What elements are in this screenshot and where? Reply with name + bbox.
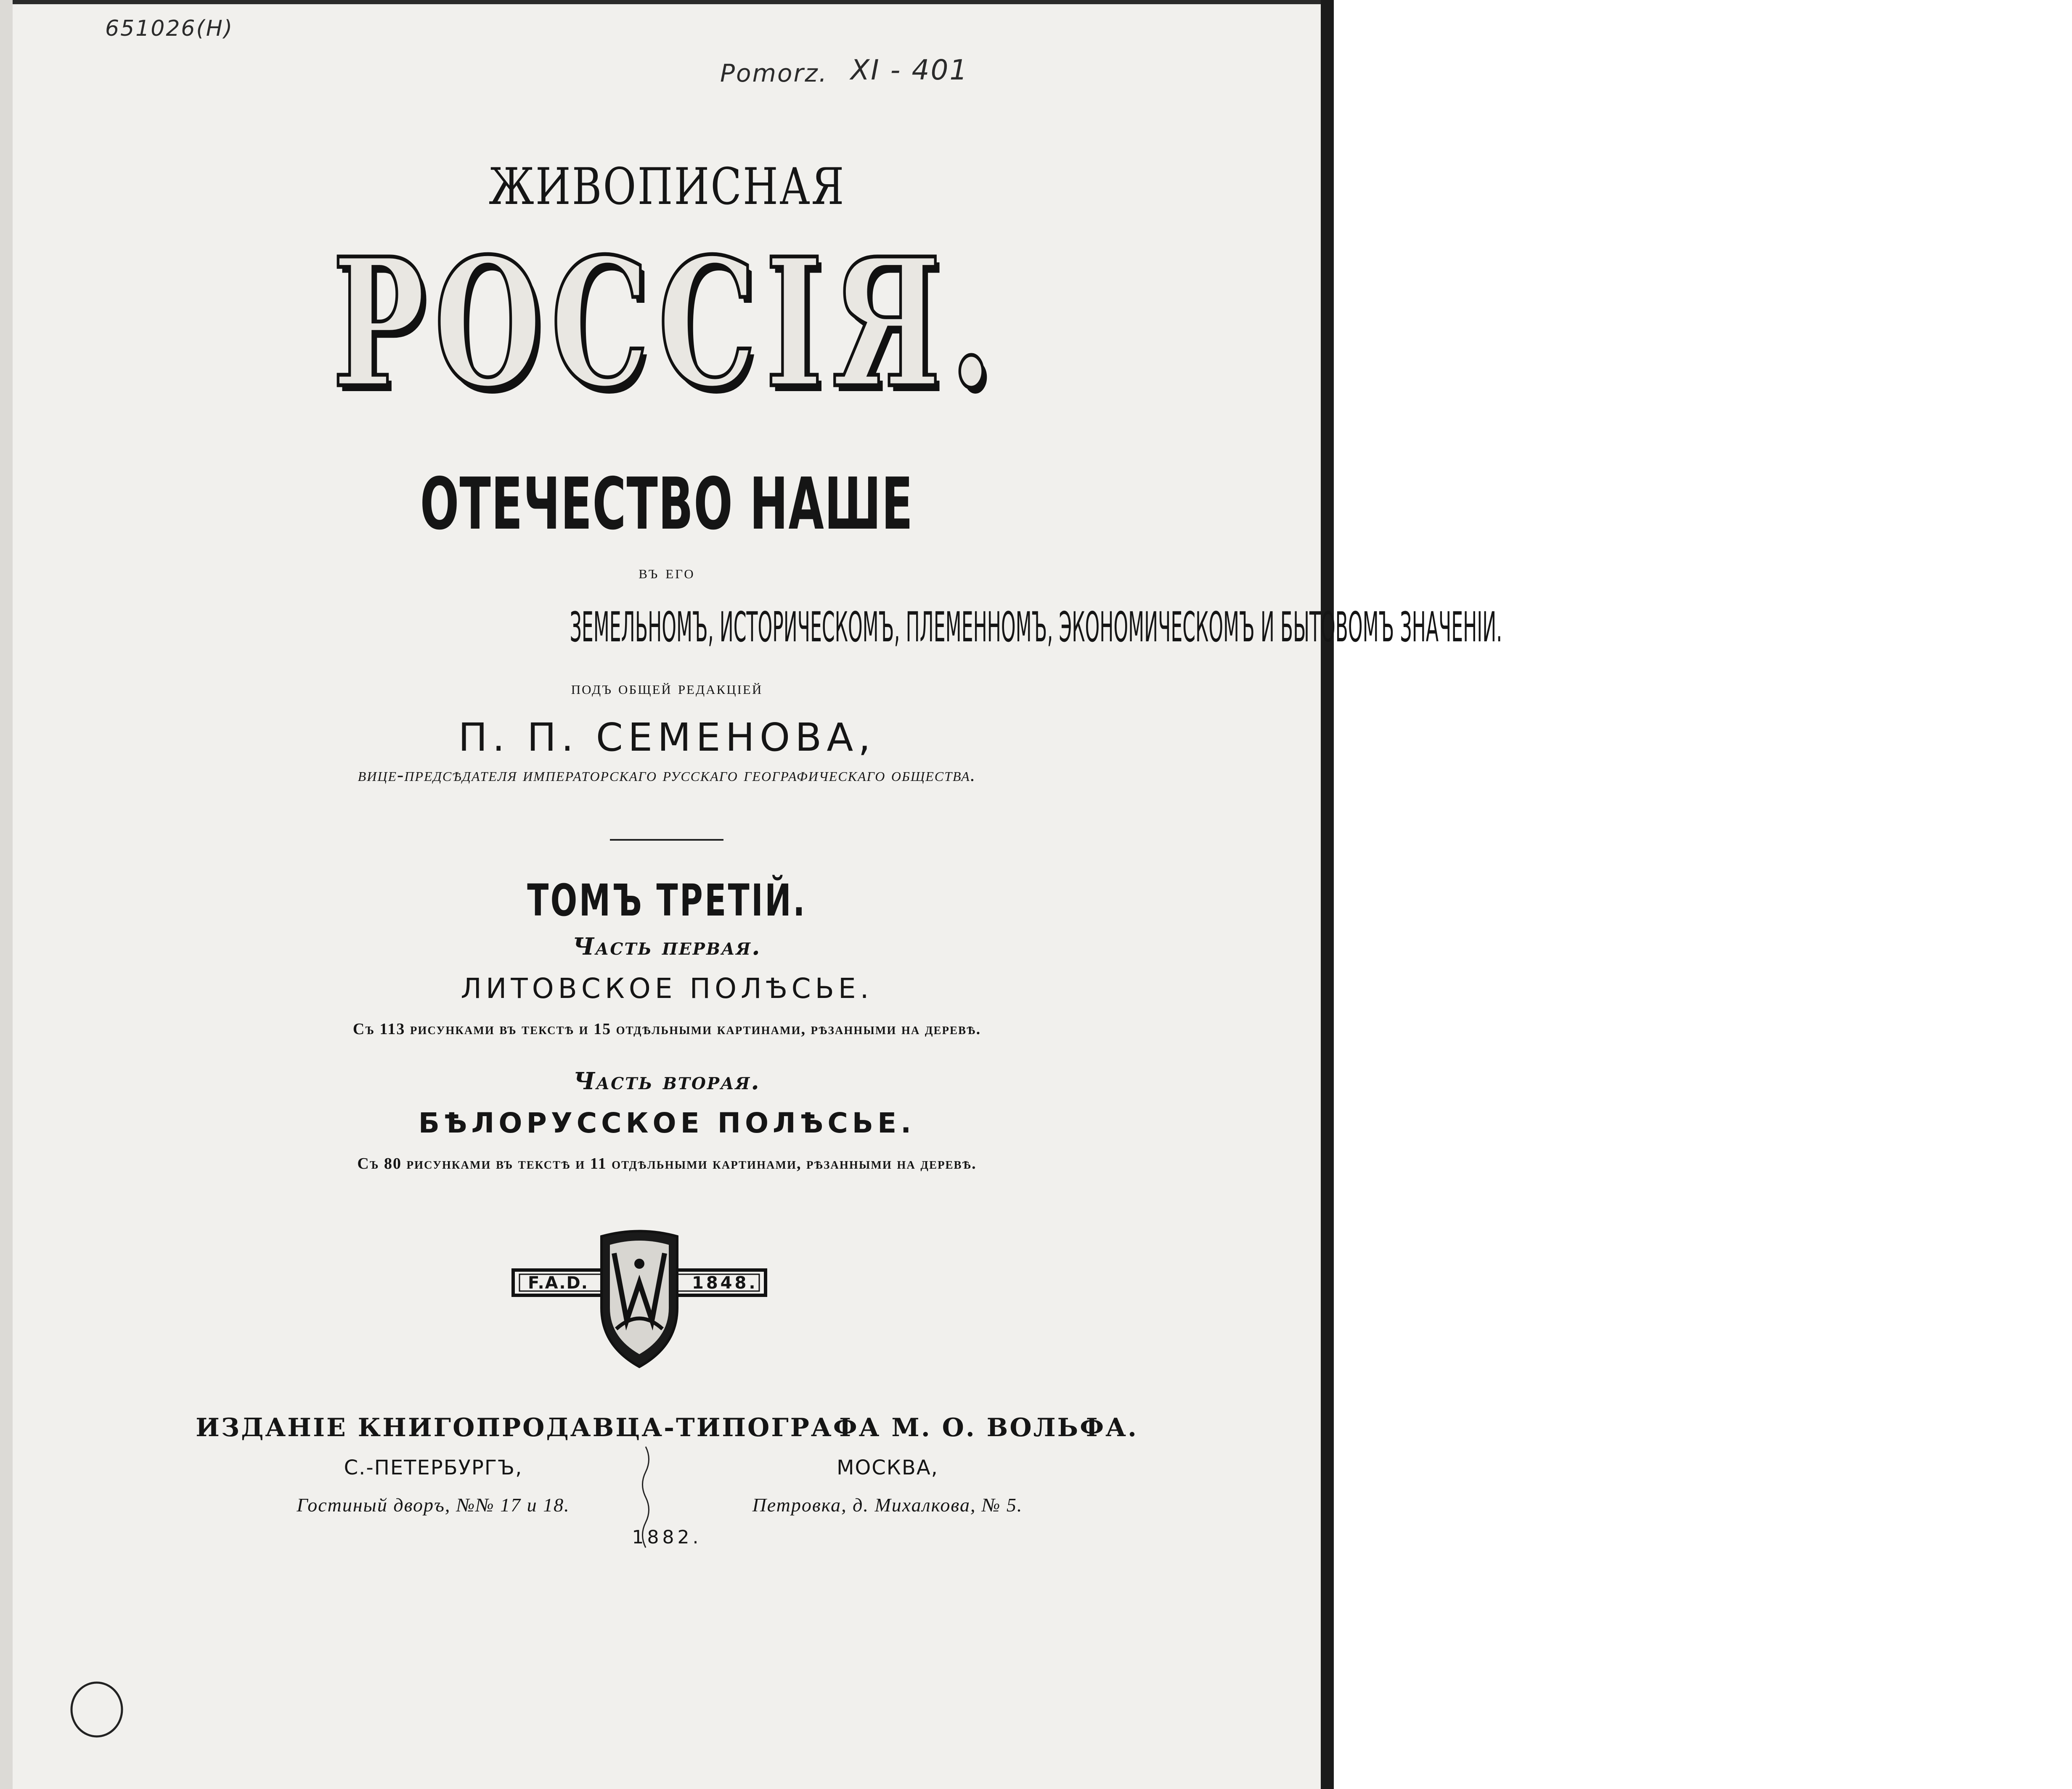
emblem-right-text: 1848. [692,1273,758,1293]
publisher-line: ИЗДАНІЕ КНИГОПРОДАВЦА-ТИПОГРАФА М. О. ВОЛЬФА. [196,1413,1138,1442]
archive-note-number: XI - 401 [851,54,969,86]
title-line-1: ЖИВОПИСНАЯ [488,158,845,216]
part1-label: Часть первая. [572,933,761,961]
city-left: С.-ПЕТЕРБУРГЪ, [344,1456,523,1479]
editor-position: вице-предсѣдателя императорскаго русскаго географическаго общества. [358,764,976,785]
editor-under: подъ общей редакціей [571,677,763,698]
emblem-shield-graphic [488,1224,791,1375]
title-line-5: ЗЕМЕЛЬНОМЪ, ИСТОРИЧЕСКОМЪ, ПЛЕМЕННОМЪ, ЭКОНОМИЧЕСКОМЪ И БЫТОВОМЪ ЗНАЧЕНІИ. [570,603,1502,651]
city-right: МОСКВА, [837,1456,938,1479]
volume-title: ТОМЪ ТРЕТІЙ. [527,875,807,926]
part2-label: Часть вторая. [573,1067,760,1095]
emblem-left-text: F.A.D. [528,1273,588,1293]
part1-title: ЛИТОВСКОЕ ПОЛѢСЬЕ. [461,972,873,1005]
part2-note: Съ 80 рисунками въ текстѣ и 11 отдѣльными картинами, рѣзанными на деревѣ. [357,1155,977,1172]
library-stamp-circle [67,1678,126,1741]
archive-shelfmark: 651026(H) [105,16,234,41]
address-left: Гостиный дворъ, №№ 17 и 18. [297,1494,570,1516]
publisher-emblem [488,1224,791,1375]
address-right: Петровка, д. Михалкова, № 5. [752,1494,1023,1516]
part1-note: Съ 113 рисунками въ текстѣ и 15 отдѣльными картинами, рѣзанными на деревѣ. [352,1020,981,1038]
scan-top-border [13,0,1321,4]
part2-title: БѢЛОРУССКОЕ ПОЛѢСЬЕ. [418,1107,916,1139]
title-line-3: ОТЕЧЕСТВО НАШЕ [420,463,914,546]
rule-divider [610,839,723,841]
title-line-4: въ его [639,562,695,582]
archive-note-pomorz: Pomorz. [720,59,828,87]
editor-name: П. П. СЕМЕНОВА, [458,715,876,760]
publication-year: 1882. [632,1527,702,1548]
title-line-2: РОССІЯ. [332,220,1002,427]
